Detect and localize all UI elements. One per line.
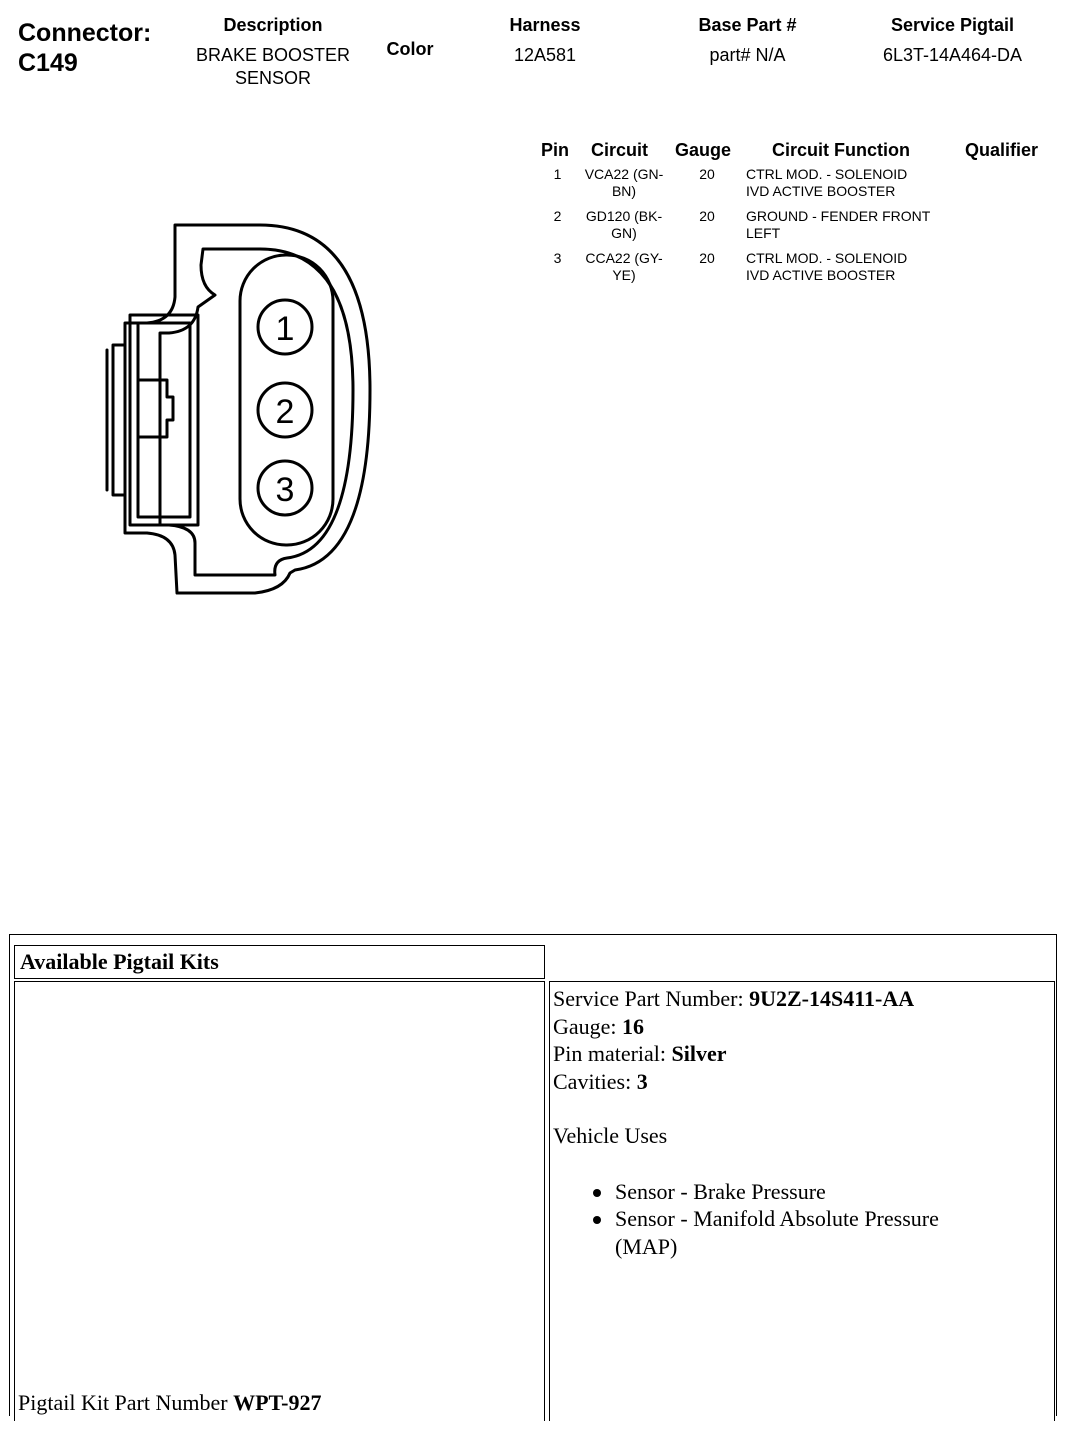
service-part-value: 9U2Z-14S411-AA bbox=[749, 986, 915, 1011]
color-header: Color bbox=[386, 39, 434, 59]
service-pigtail-value: 6L3T-14A464-DA bbox=[882, 45, 1023, 65]
circuit-line-1: VCA22 (GN- bbox=[584, 166, 664, 182]
base-part-value: part# N/A bbox=[709, 45, 786, 65]
table-row bbox=[535, 250, 1060, 292]
pin-cell: 1 bbox=[553, 166, 562, 182]
connector-id: C149 bbox=[18, 49, 78, 77]
description-header: Description bbox=[223, 15, 323, 35]
service-pigtail-header: Service Pigtail bbox=[890, 15, 1015, 35]
latch-notch bbox=[138, 380, 173, 437]
harness-header: Harness bbox=[509, 15, 581, 35]
pin-3-label: 3 bbox=[275, 471, 295, 509]
table-row bbox=[535, 166, 1060, 208]
cavities-value: 3 bbox=[636, 1068, 648, 1094]
function-col-header: Circuit Function bbox=[772, 140, 910, 160]
kit-part-value: WPT-927 bbox=[233, 1390, 322, 1415]
description-value bbox=[173, 44, 373, 90]
table-row bbox=[535, 208, 1060, 250]
cavities-line bbox=[553, 1068, 1051, 1096]
kit-part-number bbox=[18, 1390, 322, 1416]
kit-part-label: Pigtail Kit Part Number bbox=[18, 1390, 234, 1415]
vehicle-uses-label: Vehicle Uses bbox=[553, 1123, 668, 1148]
circuit-line-2: GN) bbox=[611, 225, 637, 241]
function-line-2: IVD ACTIVE BOOSTER bbox=[746, 267, 896, 283]
pin-1-label: 1 bbox=[275, 310, 295, 348]
pigtail-kit-details bbox=[549, 981, 1055, 1421]
function-cell bbox=[746, 166, 966, 200]
circuit-line-1: GD120 (BK- bbox=[585, 208, 663, 224]
pin-table-header bbox=[535, 140, 1060, 166]
lock-frame-inner bbox=[138, 323, 190, 517]
latch bbox=[113, 345, 125, 495]
use-line-1: Sensor - Manifold Absolute Pressure bbox=[615, 1206, 939, 1231]
use-line-2: (MAP) bbox=[615, 1233, 678, 1259]
description-line-1: BRAKE BOOSTER bbox=[195, 45, 351, 65]
gauge-value: 16 bbox=[622, 1013, 645, 1039]
function-line-1: CTRL MOD. - SOLENOID bbox=[746, 250, 908, 266]
circuit-cell bbox=[579, 250, 669, 284]
list-item bbox=[615, 1205, 1051, 1260]
description-line-2: SENSOR bbox=[234, 68, 312, 88]
pigtail-kits-title: Available Pigtail Kits bbox=[14, 945, 545, 979]
circuit-line-1: CCA22 (GY- bbox=[585, 250, 663, 266]
pin-cell: 2 bbox=[553, 208, 562, 224]
function-cell bbox=[746, 208, 966, 242]
qualifier-col-header: Qualifier bbox=[965, 140, 1039, 160]
connector-face-diagram bbox=[95, 215, 385, 605]
pin-2-label: 2 bbox=[275, 393, 295, 431]
pin-cell: 3 bbox=[553, 250, 562, 266]
circuit-cell bbox=[579, 208, 669, 242]
cavities-label: Cavities: bbox=[553, 1068, 637, 1094]
pigtail-kit-image-cell bbox=[14, 981, 545, 1421]
function-cell bbox=[746, 250, 966, 284]
connector-label: Connector: bbox=[18, 19, 152, 47]
circuit-col-header: Circuit bbox=[591, 140, 649, 160]
function-line-1: CTRL MOD. - SOLENOID bbox=[746, 166, 908, 182]
function-line-2: IVD ACTIVE BOOSTER bbox=[746, 183, 896, 199]
gauge-line bbox=[553, 1013, 1051, 1041]
gauge-cell: 20 bbox=[699, 166, 715, 182]
harness-value: 12A581 bbox=[513, 45, 577, 65]
service-part-line bbox=[553, 985, 1051, 1013]
pin-material-value: Silver bbox=[671, 1041, 727, 1066]
pigtail-kits-table bbox=[9, 934, 1057, 1416]
vehicle-uses-list bbox=[553, 1178, 1051, 1261]
gauge-cell: 20 bbox=[699, 250, 715, 266]
circuit-line-2: YE) bbox=[612, 267, 636, 283]
list-item: Sensor - Brake Pressure bbox=[615, 1178, 1051, 1206]
base-part-header: Base Part # bbox=[698, 15, 797, 35]
service-part-label: Service Part Number: bbox=[553, 986, 750, 1011]
gauge-cell: 20 bbox=[699, 208, 715, 224]
gauge-col-header: Gauge bbox=[675, 140, 732, 160]
circuit-cell bbox=[579, 166, 669, 200]
pin-material-line bbox=[553, 1040, 1051, 1068]
pin-table bbox=[535, 140, 1060, 292]
function-line-1: GROUND - FENDER FRONT bbox=[746, 208, 931, 224]
pin-col-header: Pin bbox=[541, 140, 570, 160]
circuit-line-2: BN) bbox=[611, 183, 637, 199]
gauge-label: Gauge: bbox=[553, 1013, 623, 1039]
function-line-2: LEFT bbox=[746, 225, 781, 241]
lock-frame-outer bbox=[130, 315, 198, 525]
pin-material-label: Pin material: bbox=[553, 1041, 672, 1066]
